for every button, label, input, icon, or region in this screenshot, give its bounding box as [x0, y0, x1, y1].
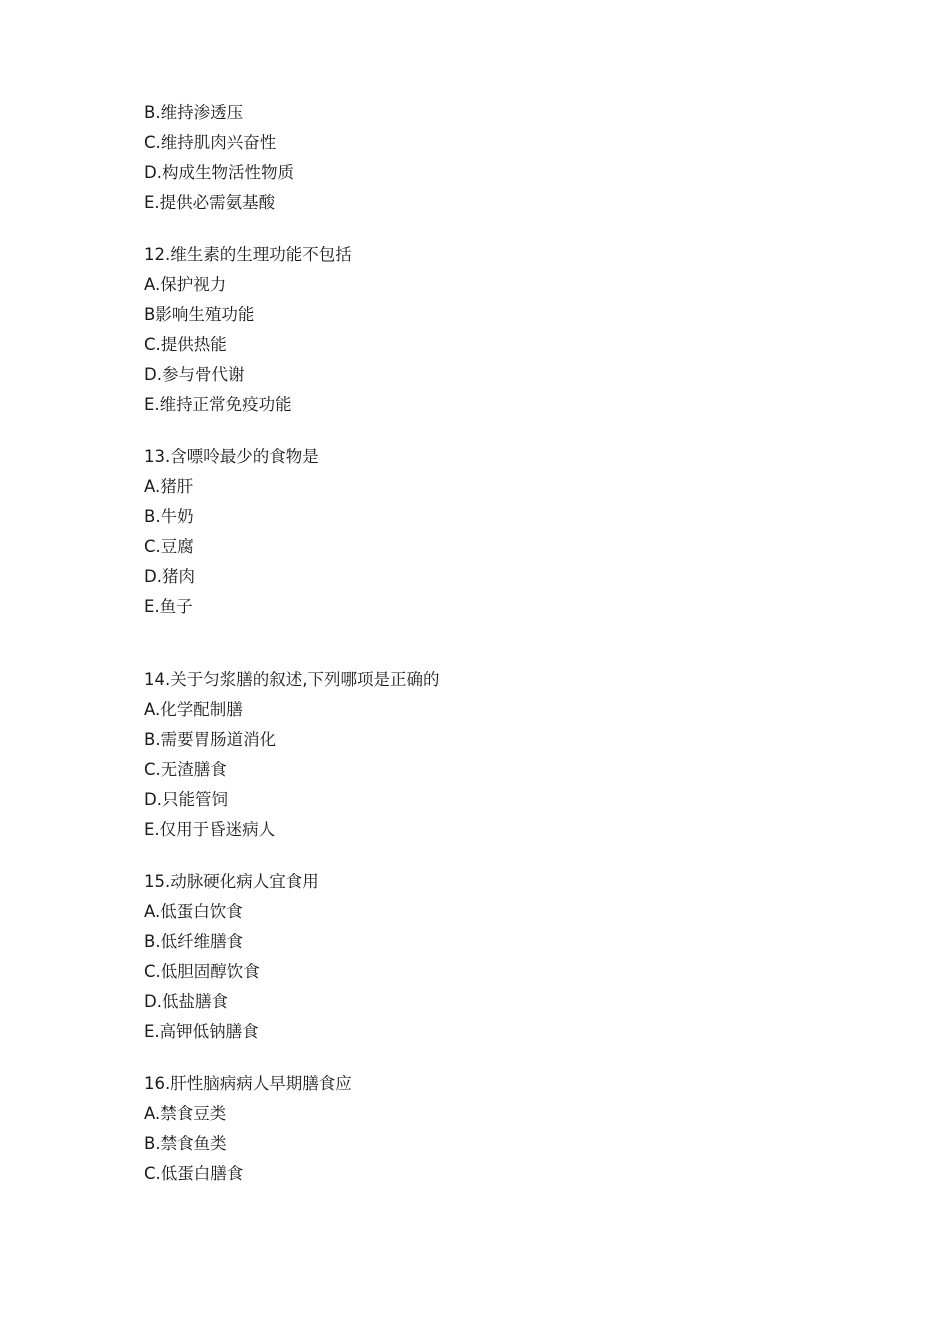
option-text: B.禁食鱼类 — [144, 1134, 227, 1153]
option-text: C.维持肌肉兴奋性 — [144, 133, 277, 152]
option-text: A.低蛋白饮食 — [144, 902, 243, 921]
option-text: C.低胆固醇饮食 — [144, 962, 260, 981]
option-text: B.低纤维膳食 — [144, 932, 244, 951]
option-text: A.猪肝 — [144, 477, 194, 496]
option-text: A.化学配制膳 — [144, 700, 243, 719]
question-text: 14.关于匀浆膳的叙述,下列哪项是正确的 — [144, 670, 440, 689]
option-text: E.提供必需氨基酸 — [144, 193, 276, 212]
question-text: 12.维生素的生理功能不包括 — [144, 245, 352, 264]
option-text: A.禁食豆类 — [144, 1104, 227, 1123]
option-text: C.无渣膳食 — [144, 760, 227, 779]
option-text: D.构成生物活性物质 — [144, 163, 294, 182]
option-text: D.低盐膳食 — [144, 992, 228, 1011]
option-text: E.鱼子 — [144, 597, 193, 616]
option-text: B.牛奶 — [144, 507, 194, 526]
option-text: E.高钾低钠膳食 — [144, 1022, 259, 1041]
option-text: D.只能管饲 — [144, 790, 228, 809]
option-text: B影响生殖功能 — [144, 305, 255, 324]
option-text: D.参与骨代谢 — [144, 365, 245, 384]
question-text: 16.肝性脑病病人早期膳食应 — [144, 1074, 352, 1093]
option-text: C.低蛋白膳食 — [144, 1164, 244, 1183]
question-text: 13.含嘌呤最少的食物是 — [144, 447, 319, 466]
option-text: C.豆腐 — [144, 537, 194, 556]
option-text: B.需要胃肠道消化 — [144, 730, 277, 749]
option-text: D.猪肉 — [144, 567, 195, 586]
question-text: 15.动脉硬化病人宜食用 — [144, 872, 319, 891]
option-text: B.维持渗透压 — [144, 103, 244, 122]
option-text: E.仅用于昏迷病人 — [144, 820, 276, 839]
option-text: A.保护视力 — [144, 275, 227, 294]
option-text: E.维持正常免疫功能 — [144, 395, 292, 414]
option-text: C.提供热能 — [144, 335, 227, 354]
